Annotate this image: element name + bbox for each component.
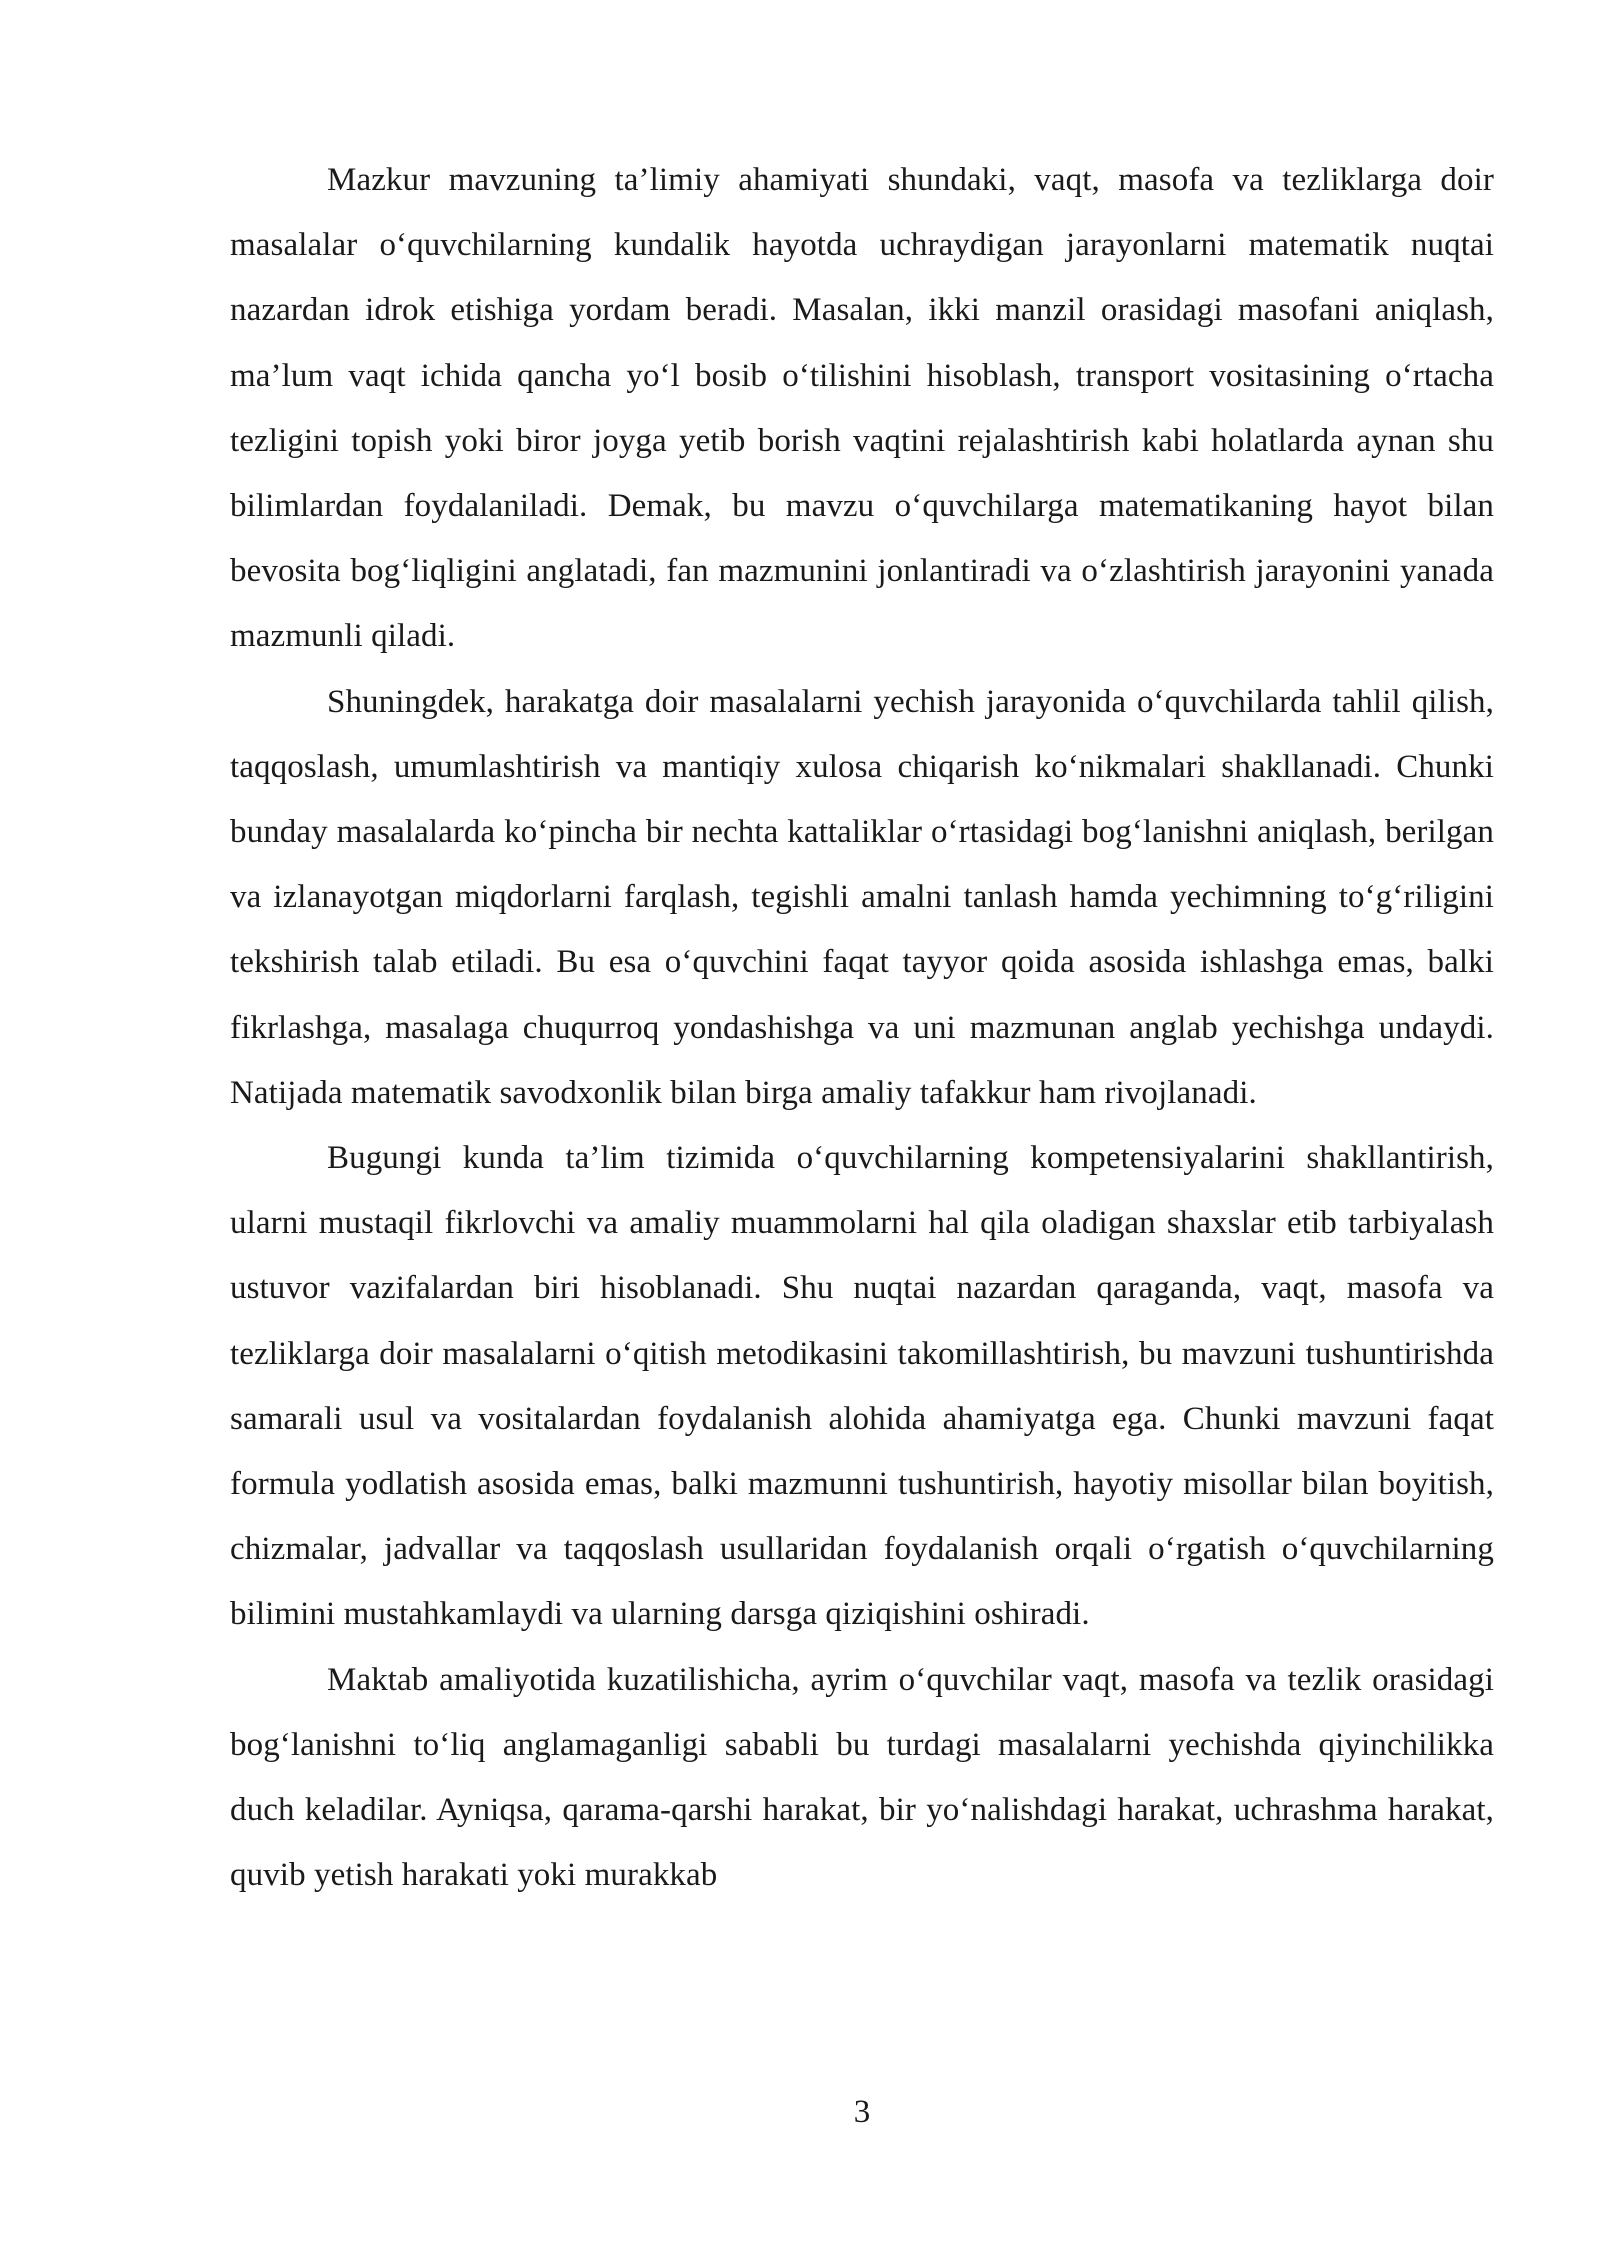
paragraph-4: Maktab amaliyotida kuzatilishicha, ayrim o‘quvchilar vaqt, masofa va tezlik orasidagi bog‘lanishni to‘liq anglamaganligi sababli bu turdagi masalalarni yechishda qiyinchilikka duch keladilar. Ayniqsa, qarama-qarshi harakat, bir yo‘nalishdagi harakat, uchrashma harakat, quvib yetish harakati yoki murakkab <box>230 1661 1494 1894</box>
page-body <box>230 148 1494 1908</box>
page-number: 3 <box>853 2094 871 2130</box>
paragraph-3: Bugungi kunda ta’lim tizimida o‘quvchilarning kompetensiyalarini shakllantirish, ularni mustaqil fikrlovchi va amaliy muammolarni hal qila oladigan shaxslar etib tarbiyalash ustuvor vazifalardan biri hisoblanadi. Shu nuqtai nazardan qaraganda, vaqt, masofa va tezliklarga doir masalalarni o‘qitish metodikasini takomillashtirish, bu mavzuni tushuntirishda samarali usul va vositalardan foydalanish alohida ahamiyatga ega. Chunki mavzuni faqat formula yodlatish asosida emas, balki mazmunni tushuntirish, hayotiy misollar bilan boyitish, chizmalar, jadvallar va taqqoslash usullaridan foydalanish orqali o‘rgatish o‘quvchilarning bilimini mustahkamlaydi va ularning darsga qiziqishini oshiradi. <box>230 1140 1494 1633</box>
paragraph-1: Mazkur mavzuning ta’limiy ahamiyati shundaki, vaqt, masofa va tezliklarga doir masalalar o‘quvchilarning kundalik hayotda uchraydigan jarayonlarni matematik nuqtai nazardan idrok etishiga yordam beradi. Masalan, ikki manzil orasidagi masofani aniqlash, ma’lum vaqt ichida qancha yo‘l bosib o‘tilishini hisoblash, transport vositasining o‘rtacha tezligini topish yoki biror joyga yetib borish vaqtini rejalashtirish kabi holatlarda aynan shu bilimlardan foydalaniladi. Demak, bu mavzu o‘quvchilarga matematikaning hayot bilan bevosita bog‘liqligini anglatadi, fan mazmunini jonlantiradi va o‘zlashtirish jarayonini yanada mazmunli qiladi. <box>230 162 1494 655</box>
paragraph-2: Shuningdek, harakatga doir masalalarni yechish jarayonida o‘quvchilarda tahlil qilish, taqqoslash, umumlashtirish va mantiqiy xulosa chiqarish ko‘nikmalari shakllanadi. Chunki bunday masalalarda ko‘pincha bir nechta kattaliklar o‘rtasidagi bog‘lanishni aniqlash, berilgan va izlanayotgan miqdorlarni farqlash, tegishli amalni tanlash hamda yechimning to‘g‘riligini tekshirish talab etiladi. Bu esa o‘quvchini faqat tayyor qoida asosida ishlashga emas, balki fikrlashga, masalaga chuqurroq yondashishga va uni mazmunan anglab yechishga undaydi. Natijada matematik savodxonlik bilan birga amaliy tafakkur ham rivojlanadi. <box>230 683 1494 1111</box>
